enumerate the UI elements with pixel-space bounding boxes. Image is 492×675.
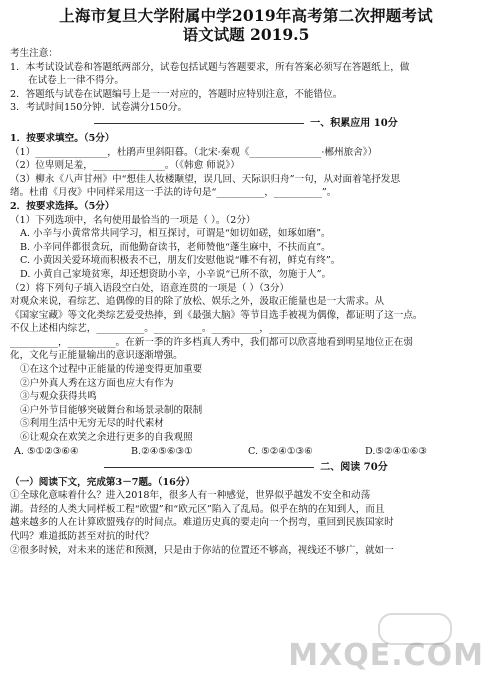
question-line: 绪。杜甫《月夜》中同样采用这一手法的诗句是“__________，__________”。 — [10, 187, 337, 199]
option-line: C. 小黄因关爱环境而积极表不已，朋友们安慰他说“雕不有初，鲜克有终”。 — [20, 255, 341, 267]
question-2 — [10, 200, 482, 459]
question-line: （1）_______________，杜鹃声里斜阳暮。（北宋·秦观《_______________·郴州旅舍》） — [10, 146, 378, 158]
option-d: D.⑤②④①⑥③ — [365, 445, 428, 457]
question-line: （1）下列选项中，名句使用最恰当的一项是（ ）。（2分） — [10, 214, 256, 226]
section-heading: 二、阅读 70分 — [10, 460, 482, 475]
question-line: （2）位卑则足羞，_______________。（《韩愈 师说》） — [10, 160, 240, 172]
question-heading: 1．按要求填空。（5分） — [10, 132, 115, 144]
option-line: D. 小黄自己家境贫寒，却还想资助小辛，小辛说“已所不欲，勿施于人”。 — [20, 268, 332, 280]
passage-line: 化，文化与正能量输出的意识逐渐增强。 — [10, 350, 183, 362]
passage-line: 《国家宝藏》等文化类综艺爱受热捧，到《最强大脑》等节目选手被视为偶像，都证明了这一点。 — [10, 309, 423, 321]
option-c: C. ⑤②④①③⑥ — [248, 445, 313, 457]
passage-line: 代吗？难道抵防甚至对抗的时代？ — [10, 531, 154, 542]
option-a: A. ⑤①②③⑥④ — [14, 445, 79, 457]
reading-heading: （一）阅读下文，完成第3－7题。（16分） — [10, 476, 195, 488]
sentence-item: ⑤利用生活中无穷无尽的时代素材 — [20, 418, 164, 430]
reading-block — [10, 476, 482, 558]
passage-line: 湖。昔经的人类大同样板工程“欧盟”和“欧元区”陷入了乱局。似乎在纳的在知到人，而且 — [10, 503, 385, 515]
sentence-item: ①在这个过程中正能量的传递变得更加重要 — [20, 364, 203, 376]
option-b: B.②④⑤⑥③① — [131, 445, 193, 457]
question-heading: 2．按要求选择。（5分） — [10, 200, 115, 212]
question-1 — [10, 132, 482, 200]
passage-line: 越来越多的人在计算欧盟残存的时间点。难道历史真的要走向一个拐弯，重回到民族国家时 — [10, 517, 394, 529]
option-line: B. 小辛同伴都很贪玩，而他勤奋读书，老师赞他“蓬生麻中，不扶而直”。 — [20, 241, 331, 253]
passage-line: 不仅上述相内综艺，__________。__________。__________，__________ — [10, 323, 317, 335]
option-line: A. 小辛与小黄常常共同学习，相互探讨，可谓是“如切如磋，如琢如磨”。 — [20, 228, 331, 240]
passage-line: ②很多时候，对未来的迷茫和预测，只是由于你站的位置还不够高，视线还不够广，就如一 — [10, 544, 394, 556]
sentence-item: ②户外真人秀在这方面也应大有作为 — [20, 377, 174, 389]
notice-line: 考生注意： — [10, 48, 58, 59]
exam-subtitle: 语文试题 2019.5 — [182, 25, 310, 44]
section-heading: 一、积累应用 10分 — [10, 116, 482, 131]
sentence-item: ④户外节目能够突破舞台和场景录制的限制 — [20, 404, 203, 416]
exam-title: 上海市复旦大学附属中学2019年高考第二次押题考试 — [59, 6, 433, 25]
watermark: MXQE.COM — [288, 638, 484, 673]
passage-line: __________，__________。在新一季的许多档真人秀中，我们都可以欣喜地看到明星地位正在弱 — [10, 336, 413, 348]
sentence-item: ⑥让观众在欢笑之余进行更多的自我观照 — [20, 432, 193, 444]
question-line: （2）将下列句子填入语段空白处，语意连贯的一项是（ ）（3分） — [10, 282, 290, 294]
answer-options — [10, 445, 482, 459]
notice-line: 2．答题纸与试卷在试题编号上是一一对应的，答题时应特别注意，不能错位。 — [10, 88, 343, 100]
passage-line: ①全球化意味着什么？进入2018年，很多人有一种感觉，世界似乎越发不安全和动荡 — [10, 490, 371, 502]
question-line: （3）柳永《八声甘州》中“想佳人妆楼颙望，误几回、天际识归舟”一句，从对面着笔抒发思 — [10, 173, 401, 185]
sentence-item: ③与观众获得共鸣 — [20, 391, 97, 403]
notice-line: 3．考试时间150分钟．试卷满分150分。 — [10, 102, 188, 114]
notice-line: 1．本考试设试卷和答题纸两部分，试卷包括试题与答题要求，所有答案必须写在答题纸上，做 — [10, 61, 410, 73]
passage-line: 对观众来说，看综艺、追偶像的目的除了放松、娱乐之外，汲取正能量也是一大需求。从 — [10, 296, 385, 308]
notice-block — [10, 47, 482, 115]
notice-line: 在试卷上一律不得分。 — [28, 75, 124, 87]
